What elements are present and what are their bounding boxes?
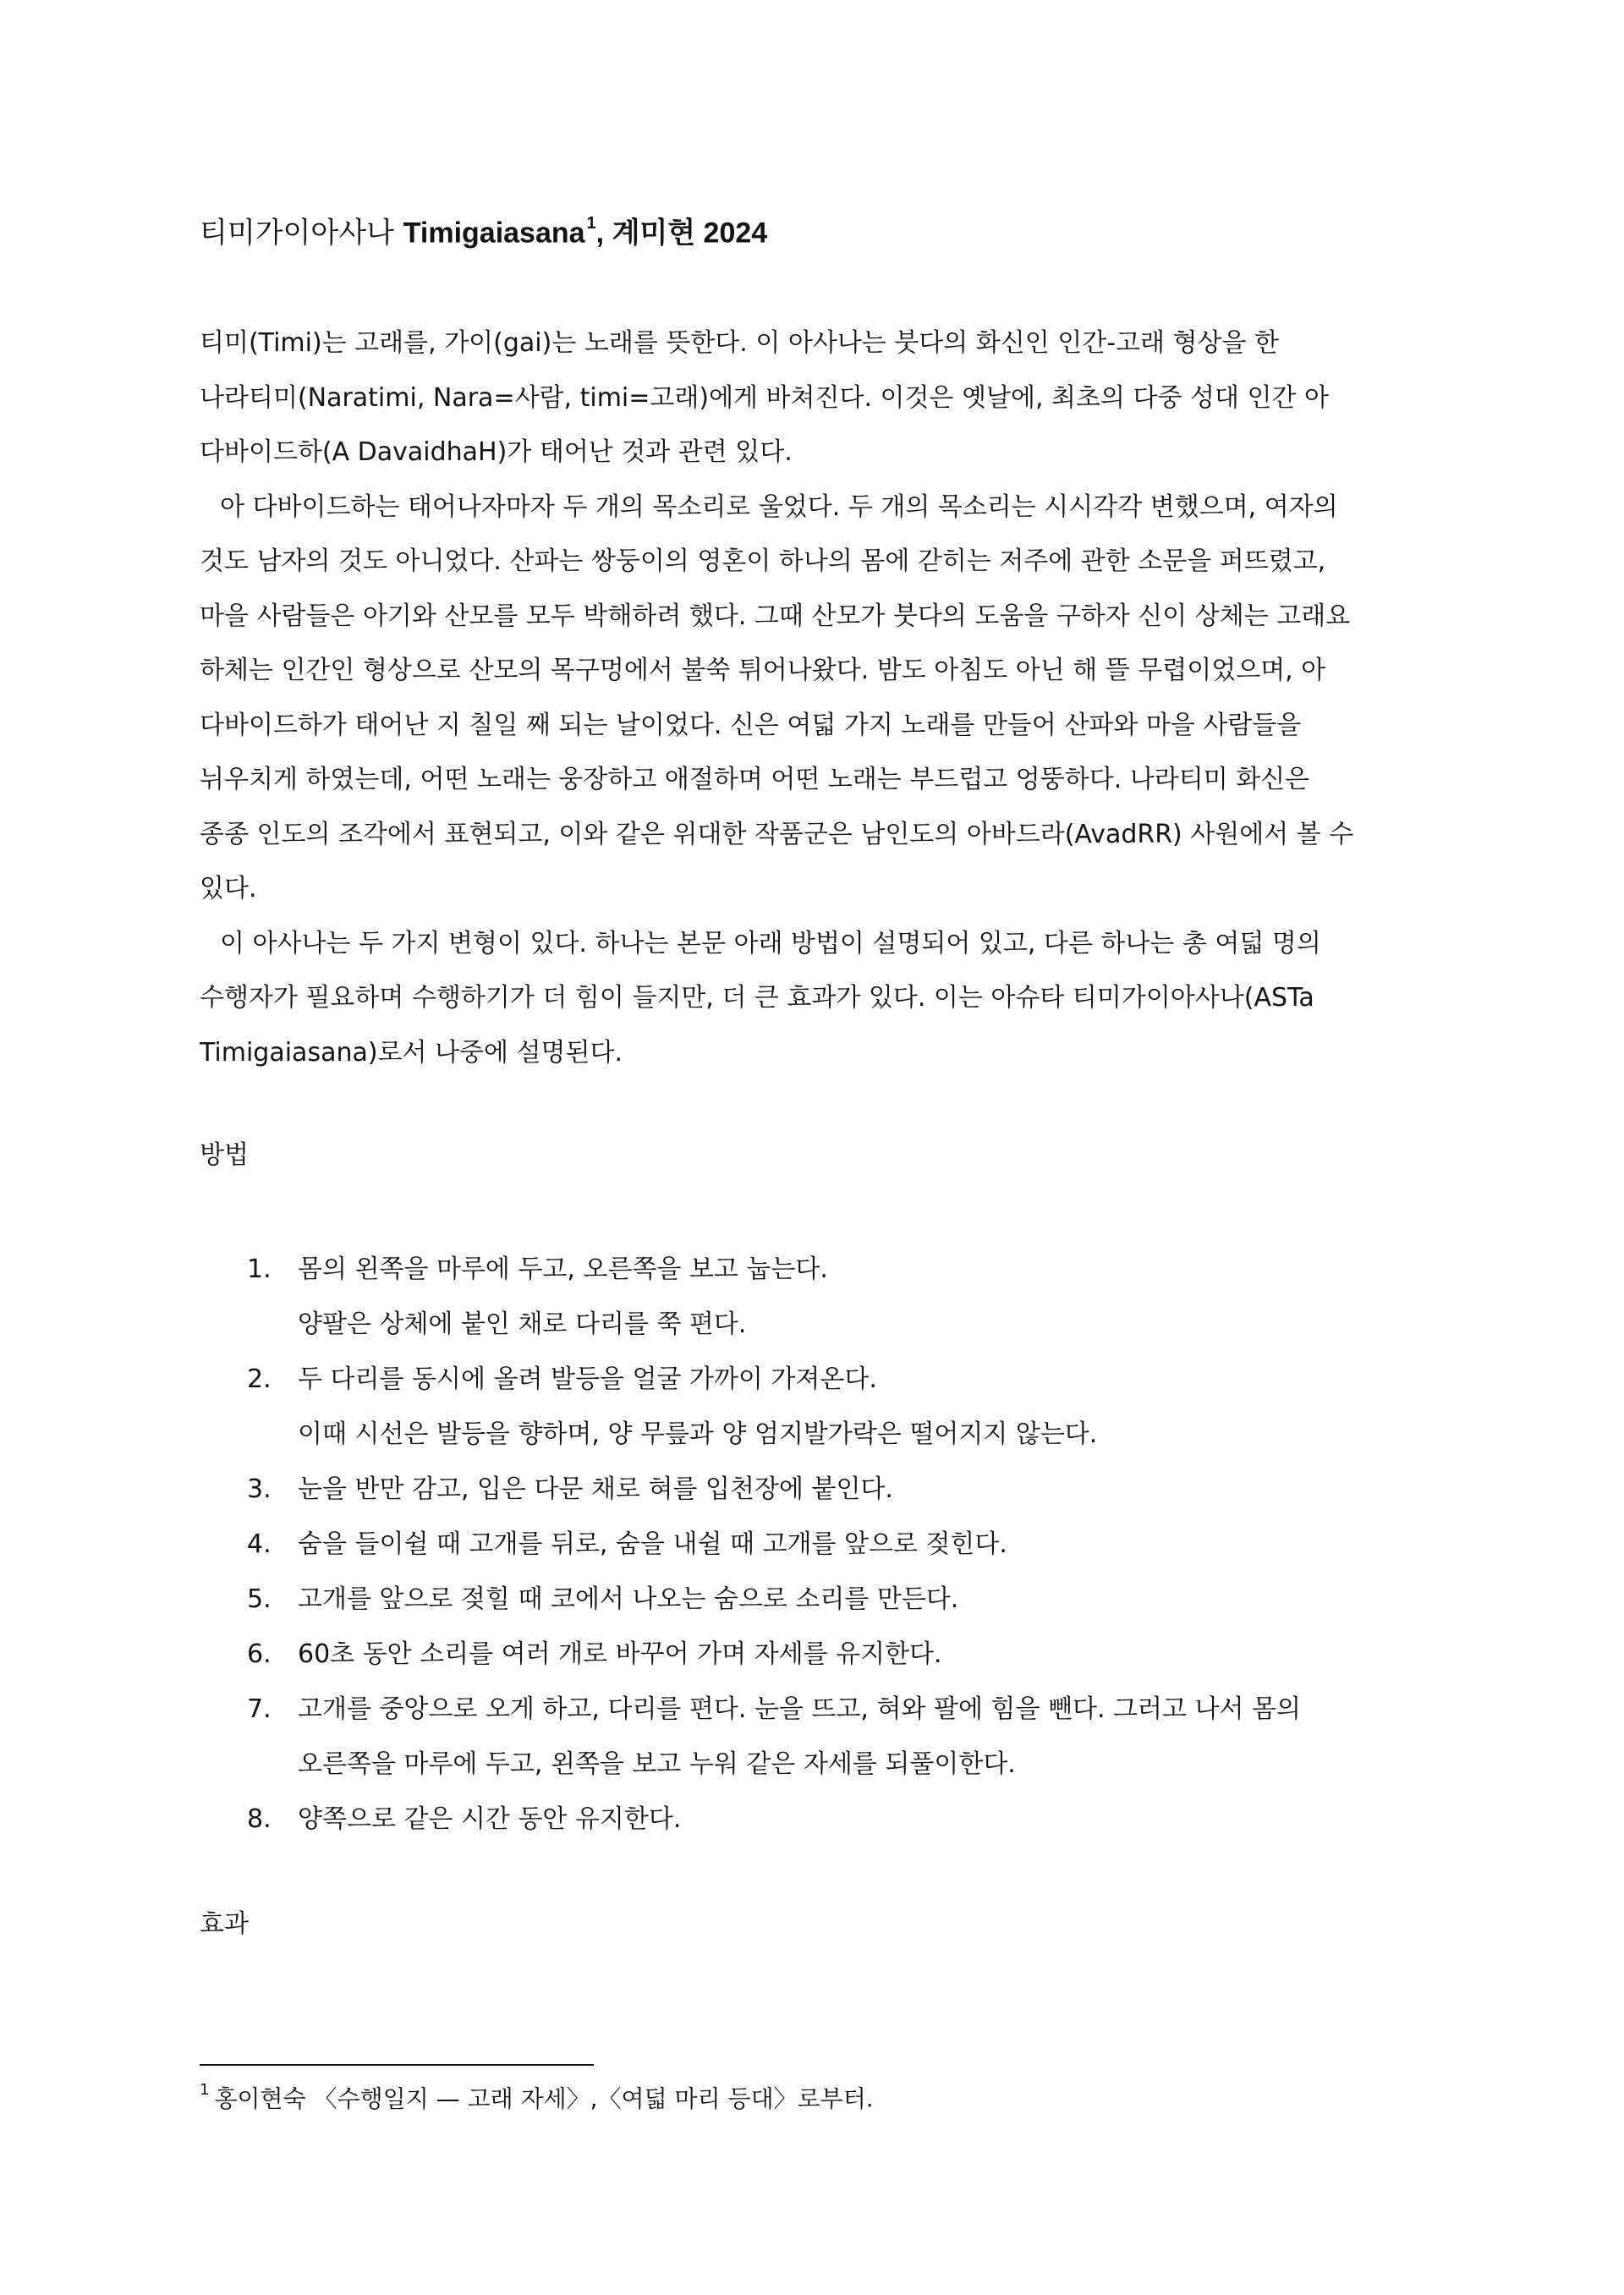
intro-paragraph-2 [200, 480, 1435, 917]
text-line: 수행자가 필요하며 수행하기가 더 힘이 들지만, 더 큰 효과가 있다. 이는 아슈타 티미가이아사나(ASTa [200, 983, 1314, 1013]
list-item [200, 1462, 1435, 1517]
effect-heading: 효과 [200, 1909, 249, 1939]
method-heading: 방법 [200, 1140, 249, 1170]
text-line: 아 다바이드하는 태어나자마자 두 개의 목소리로 울었다. 두 개의 목소리는 시시각각 변했으며, 여자의 [220, 491, 1338, 522]
footnote [200, 2077, 874, 2116]
title-korean-name: 티미가이아사나 [200, 216, 394, 250]
text-line: 나라티미(Naratimi, Nara=사람, timi=고래)에게 바쳐진다. 이것은 옛날에, 최초의 다중 성대 인간 아 [200, 382, 1329, 413]
method-steps-list [200, 1242, 1435, 1847]
list-item-line: 눈을 반만 감고, 입은 다문 채로 혀를 입천장에 붙인다. [298, 1474, 893, 1504]
list-item-number: 8. [247, 1804, 272, 1834]
list-item-number: 5. [247, 1584, 272, 1614]
list-item-line: 양쪽으로 같은 시간 동안 유지한다. [298, 1804, 682, 1834]
footnote-marker: 1 [200, 2081, 210, 2099]
title-author-year: , 계미현 2024 [595, 217, 768, 250]
list-item-line: 60초 동안 소리를 여러 개로 바꾸어 가며 자세를 유지한다. [298, 1639, 942, 1669]
text-line: 마을 사람들은 아기와 산모를 모두 박해하려 했다. 그때 산모가 붓다의 도움을 구하자 신이 상체는 고래요 [200, 601, 1351, 631]
list-item [200, 1792, 1435, 1847]
list-item-number: 4. [247, 1529, 272, 1559]
list-item-line: 오른쪽을 마루에 두고, 왼쪽을 보고 누워 같은 자세를 되풀이한다. [298, 1749, 1016, 1779]
list-item-line: 고개를 중앙으로 오게 하고, 다리를 편다. 눈을 뜨고, 혀와 팔에 힘을 뺀다. 그러고 나서 몸의 [298, 1694, 1301, 1724]
list-item-line: 숨을 들이쉴 때 고개를 뒤로, 숨을 내쉴 때 고개를 앞으로 젖힌다. [298, 1529, 1007, 1559]
list-item-number: 3. [247, 1474, 272, 1504]
list-item [200, 1242, 1435, 1352]
intro-text [200, 316, 1435, 1080]
list-item [200, 1627, 1435, 1682]
intro-paragraph-3 [200, 917, 1435, 1081]
list-item [200, 1682, 1435, 1792]
title-latin-name: Timigaiasana [403, 217, 585, 250]
list-item-line: 고개를 앞으로 젖힐 때 코에서 나오는 숨으로 소리를 만든다. [298, 1584, 959, 1614]
list-item [200, 1352, 1435, 1462]
intro-paragraph-1 [200, 316, 1435, 480]
list-item-line: 몸의 왼쪽을 마루에 두고, 오른쪽을 보고 눕는다. [298, 1255, 828, 1284]
document-title [200, 205, 767, 255]
list-item-line: 두 다리를 동시에 올려 발등을 얼굴 가까이 가져온다. [298, 1364, 877, 1394]
text-line: 다바이드하가 태어난 지 칠일 째 되는 날이었다. 신은 여덟 가지 노래를 만들어 산파와 마을 사람들을 [200, 710, 1302, 740]
text-line: 있다. [200, 874, 257, 903]
text-line: 뉘우치게 하였는데, 어떤 노래는 웅장하고 애절하며 어떤 노래는 부드럽고 엉뚱하다. 나라티미 화신은 [200, 765, 1310, 794]
text-line: 것도 남자의 것도 아니었다. 산파는 쌍둥이의 영혼이 하나의 몸에 갇히는 저주에 관한 소문을 퍼뜨렸고, [200, 546, 1326, 576]
list-item-line: 양팔은 상체에 붙인 채로 다리를 쭉 편다. [298, 1309, 747, 1339]
list-item [200, 1517, 1435, 1572]
footnote-divider [200, 2064, 594, 2066]
list-item-number: 2. [247, 1364, 272, 1394]
list-item-line: 이때 시선은 발등을 향하며, 양 무릎과 양 엄지발가락은 떨어지지 않는다. [298, 1419, 1098, 1449]
text-line: 티미(Timi)는 고래를, 가이(gai)는 노래를 뜻한다. 이 아사나는 붓다의 화신인 인간-고래 형상을 한 [200, 328, 1279, 358]
list-item [200, 1572, 1435, 1627]
text-line: Timigaiasana)로서 나중에 설명된다. [200, 1037, 623, 1068]
text-line: 다바이드하(A DavaidhaH)가 태어난 것과 관련 있다. [200, 437, 793, 467]
text-line: 하체는 인간인 형상으로 산모의 목구멍에서 불쑥 튀어나왔다. 밤도 아침도 아닌 해 뜰 무렵이었으며, 아 [200, 656, 1326, 685]
list-item-number: 6. [247, 1639, 272, 1669]
text-line: 이 아사나는 두 가지 변형이 있다. 하나는 본문 아래 방법이 설명되어 있고, 다른 하나는 총 여덟 명의 [220, 928, 1321, 958]
footnote-text: 홍이현숙 〈수행일지 — 고래 자세〉,〈여덟 마리 등대〉로부터. [214, 2084, 874, 2113]
list-item-number: 1. [247, 1255, 272, 1284]
text-line: 종종 인도의 조각에서 표현되고, 이와 같은 위대한 작품군은 남인도의 아바드라(AvadRR) 사원에서 볼 수 [200, 819, 1354, 849]
footnote-reference[interactable]: 1 [586, 214, 596, 233]
list-item-number: 7. [247, 1694, 272, 1724]
